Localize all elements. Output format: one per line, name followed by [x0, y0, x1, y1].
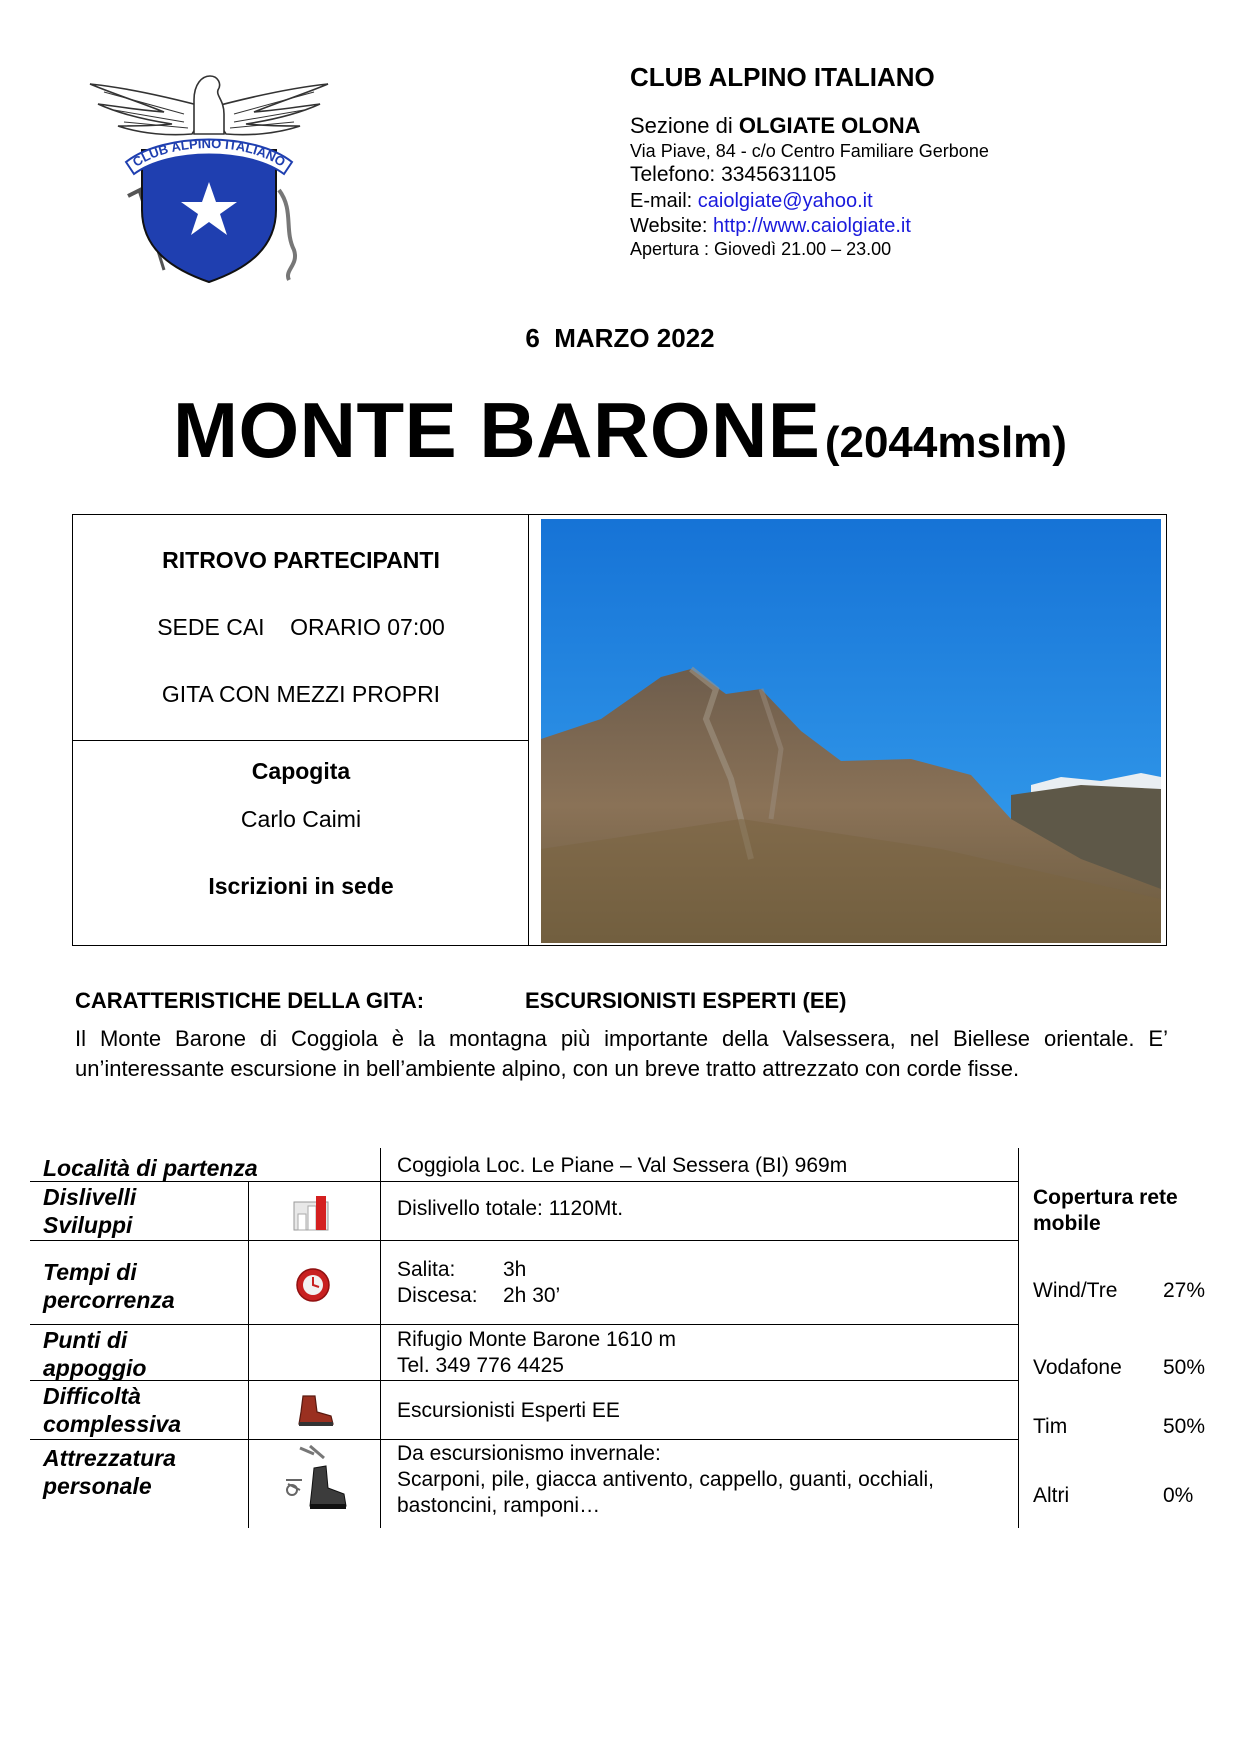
row-divider: [30, 1240, 1018, 1241]
label-punti: [43, 1326, 146, 1382]
section-name: OLGIATE OLONA: [738, 113, 921, 138]
title-name: MONTE BARONE: [173, 386, 821, 474]
coverage-title: Copertura rete mobile: [1033, 1186, 1178, 1235]
label-line: personale: [43, 1473, 152, 1499]
value-dislivelli: Dislivello totale: 1120Mt.: [397, 1197, 624, 1220]
coverage-vodafone: Vodafone: [1033, 1356, 1122, 1379]
label-line: complessiva: [43, 1411, 182, 1437]
capogita-label: Capogita: [251, 758, 351, 784]
section-line: [630, 113, 921, 139]
rifugio-line: Rifugio Monte Barone 1610 m: [397, 1328, 676, 1351]
coverage-vodafone-value: 50%: [1163, 1356, 1206, 1379]
discesa-value: 2h 30’: [503, 1284, 561, 1307]
coverage-wind: Wind/Tre: [1033, 1279, 1118, 1302]
rifugio-phone: Tel. 349 776 4425: [397, 1354, 564, 1377]
value-difficolta: Escursionisti Esperti EE: [397, 1399, 620, 1422]
discesa-line: [397, 1283, 560, 1309]
info-box: [72, 514, 1167, 946]
col-divider: [248, 1181, 249, 1528]
meeting-transport: GITA CON MEZZI PROPRI: [161, 681, 441, 707]
value-localita: Coggiola Loc. Le Piane – Val Sessera (BI) 969m: [397, 1154, 848, 1177]
coverage-altri-value: 0%: [1163, 1484, 1194, 1507]
label-tempi: [43, 1258, 175, 1314]
page-title: [0, 385, 1240, 476]
value-punti: [397, 1327, 676, 1379]
col-divider: [1018, 1148, 1019, 1528]
label-line: Attrezzatura: [43, 1445, 176, 1471]
phone: Telefono: 3345631105: [630, 163, 837, 186]
salita-line: [397, 1257, 560, 1283]
characteristics-description: Il Monte Barone di Coggiola è la montagna più importante della Valsessera, nel Biellese orientale. E’ un’interessante escursione in bell’ambiente alpino, con un breve tratto attrezzato con corde fisse.: [75, 1026, 1168, 1081]
label-difficolta: [43, 1382, 181, 1438]
label-localita: Località di partenza: [43, 1155, 258, 1181]
label-line: Sviluppi: [43, 1212, 133, 1238]
coverage-altri: Altri: [1033, 1484, 1070, 1507]
divider: [73, 740, 528, 741]
meeting-info: [73, 515, 529, 945]
svg-text:CLUB ALPINO ITALIANO: CLUB ALPINO ITALIANO: [129, 135, 289, 170]
characteristics-label: CARATTERISTICHE DELLA GITA:: [75, 988, 425, 1013]
club-name: CLUB ALPINO ITALIANO: [630, 62, 935, 92]
address: Via Piave, 84 - c/o Centro Familiare Gerbone: [630, 141, 989, 161]
cai-logo: [84, 70, 334, 285]
row-divider: [30, 1324, 1018, 1325]
label-line: Difficoltà: [43, 1383, 141, 1409]
characteristics-level: ESCURSIONISTI ESPERTI (EE): [525, 988, 847, 1013]
label-attrezzatura: [43, 1444, 176, 1500]
coverage-wind-value: 27%: [1163, 1279, 1206, 1302]
label-line: Tempi di: [43, 1259, 137, 1285]
label-line: Punti di: [43, 1327, 128, 1353]
section-prefix: Sezione di: [630, 113, 739, 138]
meeting-place-time: SEDE CAI ORARIO 07:00: [157, 614, 445, 640]
col-divider: [380, 1148, 381, 1528]
meeting-heading: RITROVO PARTECIPANTI: [162, 547, 440, 573]
mountain-photo: [541, 519, 1161, 943]
email-link[interactable]: caiolgiate@yahoo.it: [697, 190, 873, 212]
row-divider: [30, 1380, 1018, 1381]
website-link[interactable]: http://www.caiolgiate.it: [713, 215, 911, 237]
coverage-tim-value: 50%: [1163, 1415, 1206, 1438]
salita-value: 3h: [503, 1258, 527, 1281]
label-dislivelli: [43, 1183, 136, 1239]
email-label: E-mail:: [630, 190, 698, 212]
label-line: percorrenza: [43, 1287, 175, 1313]
value-attrezzatura: [397, 1441, 934, 1519]
website-label: Website:: [630, 215, 713, 237]
gear-line: Scarponi, pile, giacca antivento, cappello, guanti, occhiali,: [397, 1468, 934, 1491]
boot-icon: [295, 1394, 335, 1428]
discesa-label: Discesa:: [397, 1284, 478, 1307]
title-altitude: (2044mslm): [824, 418, 1067, 467]
value-tempi: [397, 1257, 560, 1309]
elevation-icon: [292, 1194, 332, 1234]
event-date: 6 MARZO 2022: [525, 323, 715, 353]
email-line: [630, 190, 873, 213]
gear-icon: [280, 1444, 352, 1514]
coverage-tim: Tim: [1033, 1415, 1068, 1438]
clock-icon: [295, 1267, 331, 1303]
row-divider: [30, 1439, 1018, 1440]
iscrizioni: Iscrizioni in sede: [208, 873, 394, 899]
website-line: [630, 215, 911, 238]
opening-hours: Apertura : Giovedì 21.00 – 23.00: [630, 239, 892, 259]
label-line: appoggio: [43, 1355, 147, 1381]
gear-line: bastoncini, ramponi…: [397, 1494, 601, 1517]
salita-label: Salita:: [397, 1258, 456, 1281]
capogita-name: Carlo Caimi: [240, 806, 362, 832]
gear-line: Da escursionismo invernale:: [397, 1442, 661, 1465]
label-line: Dislivelli: [43, 1184, 137, 1210]
